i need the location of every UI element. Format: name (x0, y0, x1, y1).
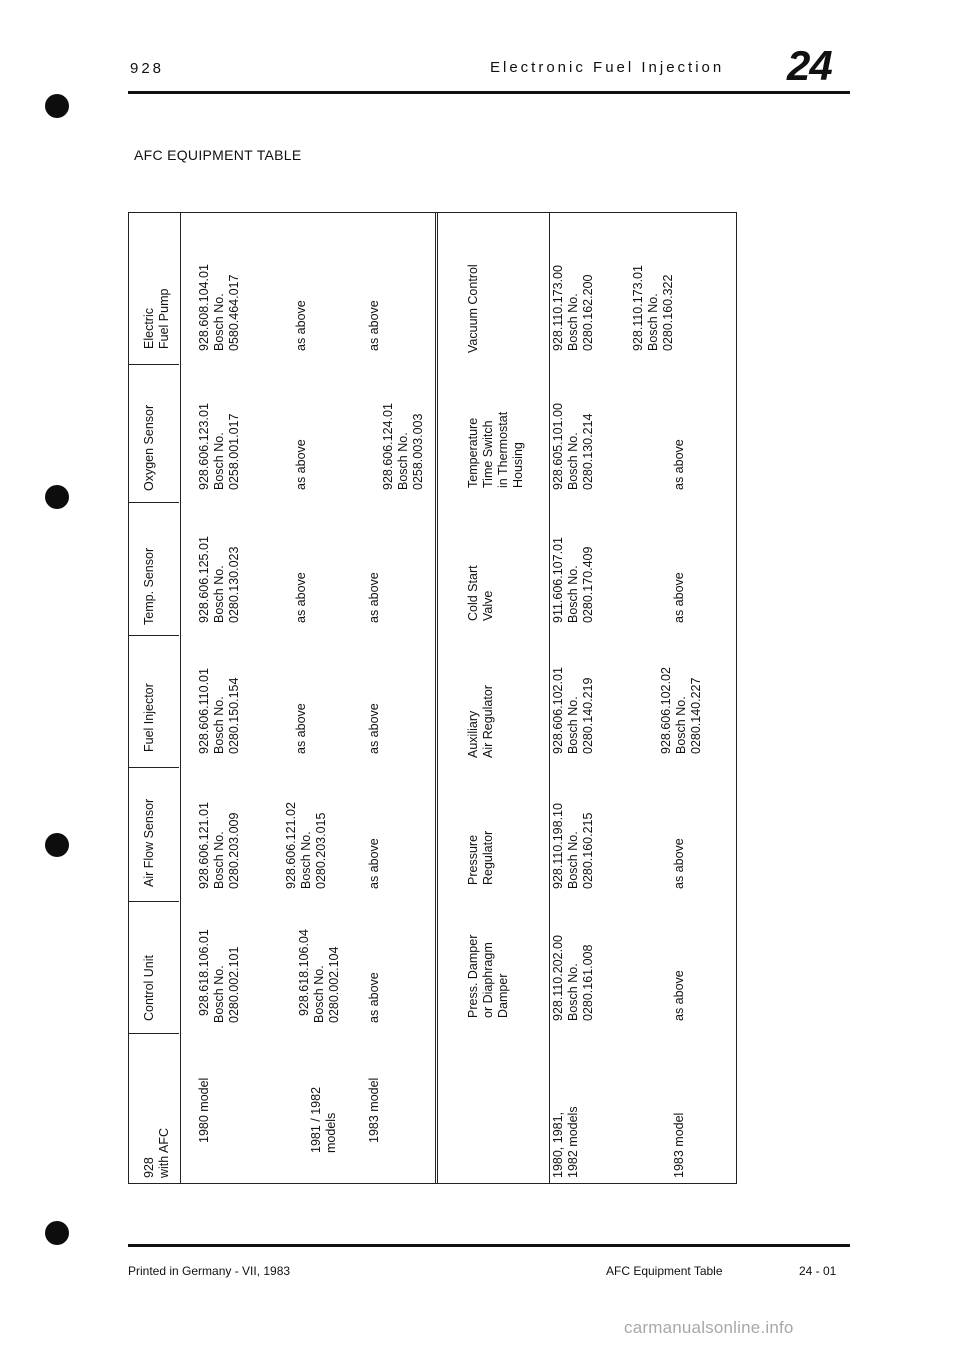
air-flow-sensor-1981 (284, 802, 329, 889)
line: models (324, 1112, 338, 1153)
line: Bosch No. (212, 965, 226, 1023)
line: 0258.003.003 (411, 413, 425, 490)
line: 1980, 1981, (551, 1111, 565, 1178)
column-divider (549, 213, 550, 1183)
line: 0280.150.154 (227, 677, 241, 754)
table-divider (435, 213, 438, 1183)
time-switch-1980 (551, 403, 596, 490)
line: Bosch No. (212, 696, 226, 754)
line: Control Unit (142, 955, 156, 1021)
line: as above (672, 838, 686, 889)
line: 0280.140.227 (689, 677, 703, 754)
vacuum-control-1983 (631, 265, 676, 351)
line: as above (672, 970, 686, 1021)
line: 928.606.102.02 (659, 667, 673, 754)
row-label-1983 (367, 1078, 382, 1143)
column-divider (180, 213, 181, 1183)
line: Oxygen Sensor (142, 404, 156, 491)
line: Air Regulator (481, 685, 495, 758)
line: in Thermostat (496, 411, 510, 488)
air-flow-sensor-1983 (367, 838, 382, 889)
header-temp-sensor (142, 548, 157, 625)
aux-air-regulator-1983 (659, 667, 704, 754)
line: 0280.140.219 (581, 677, 595, 754)
cold-start-valve-1980 (551, 537, 596, 623)
fuel-injector-1983 (367, 703, 382, 754)
temp-sensor-1980 (197, 536, 242, 623)
line: 928.608.104.01 (197, 264, 211, 351)
binder-hole-2 (45, 485, 69, 509)
line: as above (367, 972, 381, 1023)
header-electric-fuel-pump (142, 289, 172, 349)
temp-sensor-1981 (294, 572, 309, 623)
line: as above (672, 572, 686, 623)
press-damper-1983 (672, 970, 687, 1021)
line: Bosch No. (566, 963, 580, 1021)
line: Air Flow Sensor (142, 798, 156, 887)
line: 0280.203.015 (314, 812, 328, 889)
line: Cold Start (466, 565, 480, 621)
line: 1983 model (367, 1077, 381, 1143)
control-unit-1980 (197, 929, 242, 1023)
line: 1981 / 1982 (309, 1086, 323, 1153)
line: Bosch No. (566, 293, 580, 351)
line: as above (294, 300, 308, 351)
header-vacuum-control (466, 264, 481, 353)
row-divider (129, 767, 179, 768)
line: Bosch No. (674, 696, 688, 754)
line: Vacuum Control (466, 264, 480, 353)
line: 0580.464.017 (227, 274, 241, 351)
line: Bosch No. (566, 831, 580, 889)
line: 928.606.121.02 (284, 802, 298, 889)
line: 0280.160.215 (581, 812, 595, 889)
line: Bosch No. (396, 432, 410, 490)
header-pressure-regulator (466, 831, 496, 885)
header-rule (128, 91, 850, 94)
line: Electric (142, 308, 156, 349)
watermark: carmanualsonline.info (624, 1318, 794, 1337)
line: as above (367, 572, 381, 623)
line: 928.606.125.01 (197, 536, 211, 623)
line: as above (294, 439, 308, 490)
line: 1982 models (566, 1106, 580, 1178)
line: 0280.161.008 (581, 944, 595, 1021)
header-press-damper (466, 935, 511, 1018)
line: Bosch No. (566, 696, 580, 754)
line: 928.110.198.10 (551, 803, 565, 889)
line: 0258.001.017 (227, 413, 241, 490)
cold-start-valve-1983 (672, 572, 687, 623)
pressure-regulator-1980 (551, 803, 596, 889)
row-divider (129, 1033, 179, 1034)
header-section-title: Electronic Fuel Injection (490, 59, 725, 76)
line: with AFC (157, 1127, 171, 1178)
row-label-1980-1982 (551, 1106, 581, 1178)
row-label-1983-lower (672, 1113, 687, 1178)
line: 928.606.110.01 (197, 668, 211, 754)
footer-page-number: 24 - 01 (799, 1264, 837, 1278)
line: as above (294, 703, 308, 754)
fuel-pump-1980 (197, 264, 242, 351)
time-switch-1983 (672, 439, 687, 490)
row-label-1980 (197, 1078, 212, 1143)
oxygen-sensor-1980 (197, 403, 242, 490)
line: 1983 model (672, 1112, 686, 1178)
fuel-injector-1980 (197, 668, 242, 754)
line: Bosch No. (212, 831, 226, 889)
line: 928.618.106.01 (197, 929, 211, 1023)
line: 928.110.173.00 (551, 265, 565, 351)
page-title: AFC EQUIPMENT TABLE (134, 147, 302, 163)
line: Pressure (466, 834, 480, 885)
line: 928.110.173.01 (631, 265, 645, 351)
line: Auxiliary (466, 710, 480, 758)
row-divider (129, 502, 179, 503)
vacuum-control-1980 (551, 265, 596, 351)
line: Housing (511, 442, 525, 488)
line: 928.606.121.01 (197, 802, 211, 889)
footer-rule (128, 1244, 850, 1247)
line: Time Switch (481, 420, 495, 488)
line: Bosch No. (212, 432, 226, 490)
line: 928.606.123.01 (197, 403, 211, 490)
line: Regulator (481, 830, 495, 885)
footer-table-name: AFC Equipment Table (606, 1264, 723, 1278)
line: 928.606.124.01 (381, 403, 395, 490)
line: 0280.203.009 (227, 812, 241, 889)
line: as above (367, 300, 381, 351)
line: 928.618.106.04 (297, 929, 311, 1023)
row-divider (129, 364, 179, 365)
press-damper-1980 (551, 935, 596, 1021)
line: 0280.160.322 (661, 274, 675, 351)
line: 0280.170.409 (581, 546, 595, 623)
header-air-flow-sensor (142, 799, 157, 887)
line: 0280.130.214 (581, 413, 595, 490)
line: Fuel Pump (157, 288, 171, 349)
line: Damper (496, 973, 510, 1018)
binder-hole-4 (45, 1221, 69, 1245)
fuel-injector-1981 (294, 703, 309, 754)
line: Fuel Injector (142, 683, 156, 752)
header-temperature-time-switch (466, 412, 526, 488)
line: 0280.162.200 (581, 274, 595, 351)
line: as above (367, 703, 381, 754)
afc-equipment-table (128, 212, 737, 1184)
line: Bosch No. (566, 432, 580, 490)
temp-sensor-1983 (367, 572, 382, 623)
line: Bosch No. (646, 293, 660, 351)
line: 0280.002.101 (227, 946, 241, 1023)
line: 911.606.107.01 (551, 537, 565, 623)
row-divider (129, 635, 179, 636)
line: 928.110.202.00 (551, 935, 565, 1021)
line: 0280.130.023 (227, 546, 241, 623)
footer-printed: Printed in Germany - VII, 1983 (128, 1264, 291, 1278)
header-fuel-injector (142, 683, 157, 752)
header-model: 928 (130, 60, 165, 77)
line: Valve (481, 590, 495, 621)
line: 928 (142, 1157, 156, 1178)
air-flow-sensor-1980 (197, 802, 242, 889)
control-unit-1981 (297, 929, 342, 1023)
row-divider (129, 901, 179, 902)
aux-air-regulator-1980 (551, 667, 596, 754)
line: Press. Damper (466, 934, 480, 1018)
header-oxygen-sensor (142, 405, 157, 491)
line: Bosch No. (212, 293, 226, 351)
line: Bosch No. (566, 565, 580, 623)
line: as above (672, 439, 686, 490)
line: Temp. Sensor (142, 547, 156, 625)
line: as above (367, 838, 381, 889)
line: 928.606.102.01 (551, 667, 565, 754)
header-section-number: 24 (787, 42, 832, 89)
fuel-pump-1981 (294, 300, 309, 351)
line: 1980 model (197, 1077, 211, 1143)
pressure-regulator-1983 (672, 838, 687, 889)
line: Bosch No. (212, 565, 226, 623)
fuel-pump-1983 (367, 300, 382, 351)
oxygen-sensor-1981 (294, 439, 309, 490)
oxygen-sensor-1983 (381, 403, 426, 490)
binder-hole-3 (45, 833, 69, 857)
line: Bosch No. (312, 965, 326, 1023)
header-control-unit (142, 955, 157, 1021)
line: 0280.002.104 (327, 946, 341, 1023)
line: Bosch No. (299, 831, 313, 889)
line: 928.605.101.00 (551, 403, 565, 490)
header-928-with-afc (142, 1128, 172, 1178)
row-label-1981-1982 (309, 1087, 339, 1153)
line: or Diaphragm (481, 942, 495, 1018)
binder-hole-1 (45, 94, 69, 118)
control-unit-1983 (367, 972, 382, 1023)
header-cold-start-valve (466, 565, 496, 621)
line: Temperature (466, 417, 480, 488)
header-auxiliary-air-regulator (466, 685, 496, 758)
line: as above (294, 572, 308, 623)
